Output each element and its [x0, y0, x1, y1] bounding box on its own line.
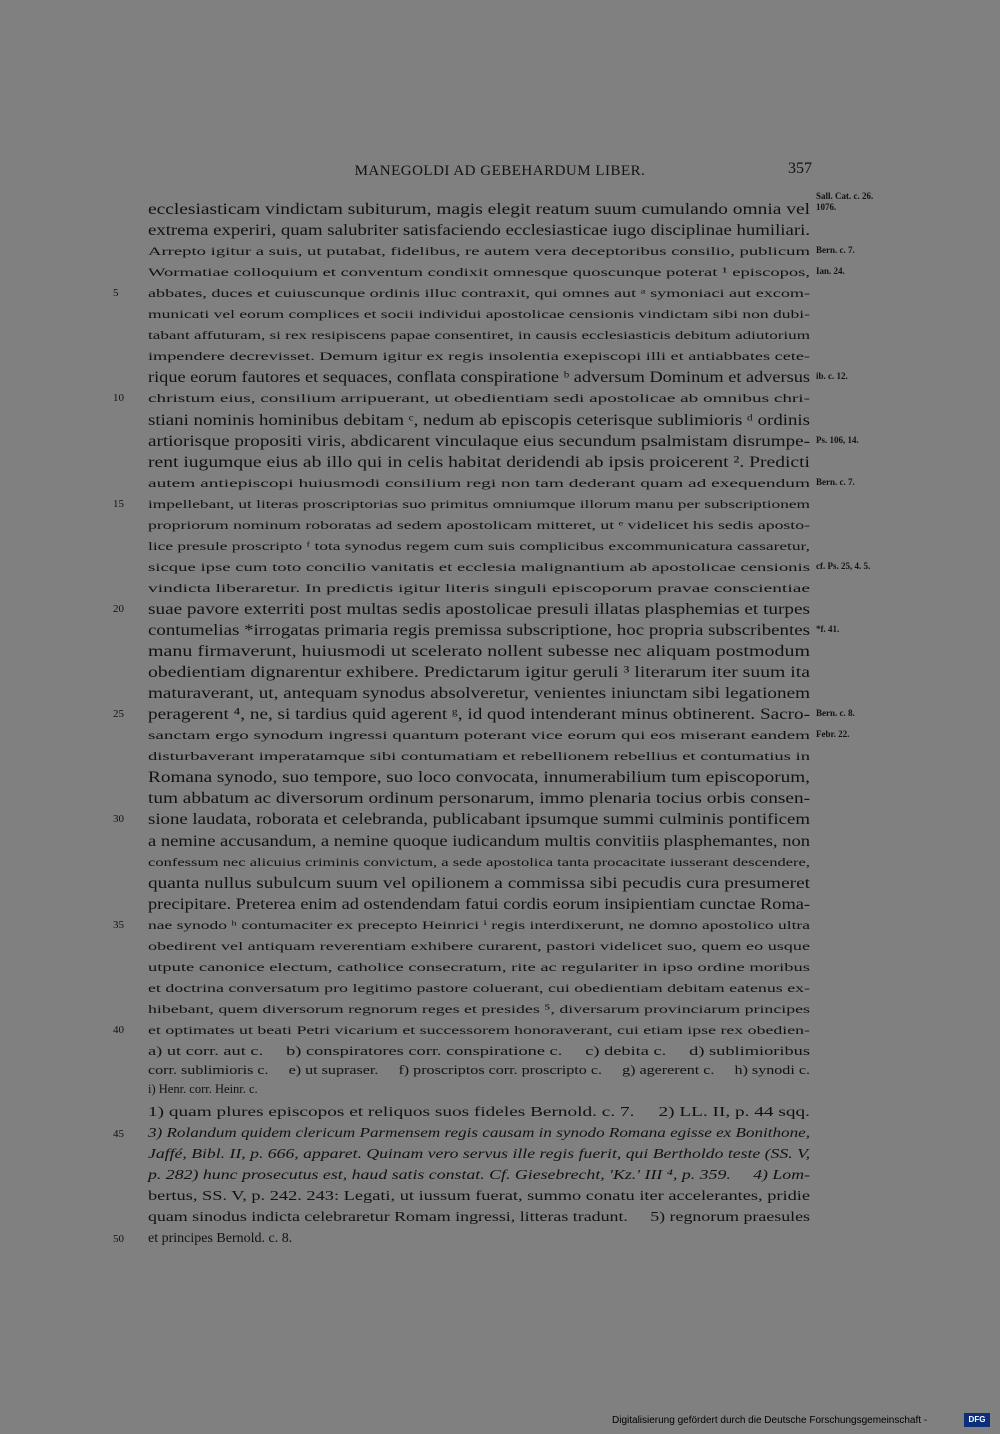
text-line	[148, 199, 810, 220]
margin-reference: ib. c. 12.	[816, 371, 848, 382]
text-line	[148, 767, 810, 788]
source-note-text: 3) Rolandum quidem clericum Parmensem regis causam in synodo Romana egisse ex Bonithone,	[148, 1126, 811, 1141]
source-note-line	[148, 1145, 810, 1165]
source-note-text: p. 282) hunc prosecutus est, haud satis constat. Cf. Giesebrecht, 'Kz.' III ⁴, p. 359. 4) Lom-	[148, 1168, 810, 1183]
text-line-content: vindicta liberaretur. In predictis igitur literis singuli episcoporum pravae conscientiae	[148, 580, 811, 595]
text-line-content: ecclesiasticam vindictam subiturum, magis elegit reatum suum cumulando omnia vel	[148, 201, 810, 218]
text-line	[148, 431, 810, 452]
text-line	[148, 704, 810, 725]
line-number: 30	[113, 813, 124, 826]
text-line-content: nae synodo ʰ contumaciter ex precepto Heinrici ⁱ regis interdixerunt, ne domno apostolico ultra	[148, 917, 810, 932]
source-note-line	[148, 1124, 810, 1144]
source-note-text: 1) quam plures episcopos et reliquos suos fideles Bernold. c. 7. 2) LL. II, p. 44 sqq.	[148, 1105, 810, 1120]
text-line	[148, 873, 810, 894]
line-number: 40	[113, 1023, 124, 1036]
source-note-line	[148, 1229, 810, 1249]
text-line-content: municati vel eorum complices et socii individui apostolicae censionis vindictam sibi non dubi-	[148, 307, 810, 322]
source-note-text: et principes Bernold. c. 8.	[148, 1231, 293, 1246]
margin-reference: Febr. 22.	[816, 729, 850, 740]
text-line	[148, 578, 810, 599]
margin-reference: cf. Ps. 25, 4. 5.	[816, 560, 871, 571]
text-line-content: quanta nullus subulcum suum vel opilionem a commissa sibi pecudis cura presumeret	[148, 874, 810, 892]
text-line	[148, 599, 810, 620]
margin-reference: *f. 41.	[816, 624, 840, 634]
text-line-content: sanctam ergo synodum ingressi quantum poterant vice eorum qui eos miserant eandem	[148, 728, 811, 743]
line-number: 5	[113, 287, 119, 300]
text-line-content: sicque ipse cum toto concilio vanitatis et ecclesia malignantium ab apostolicae censionis	[148, 559, 810, 574]
text-line	[148, 557, 810, 578]
text-line-content: manu firmaverunt, huiusmodi ut scelerato nollent subesse nec aliquam postmodum	[148, 643, 810, 661]
text-line	[148, 915, 810, 936]
text-line-content: obedientiam dignarentur exhibere. Predictarum igitur geruli ³ literarum iter suum ita	[148, 664, 811, 682]
text-line	[148, 346, 810, 367]
text-line	[148, 809, 810, 830]
text-line-content: lice presule proscripto ᶠ tota synodus regem cum suis complicibus excommunicatura cassaretur,	[148, 538, 810, 553]
text-line-content: a nemine accusandum, a nemine quoque iudicandum multis convitiis plasphemantes, non	[148, 832, 810, 850]
text-line-content: disturbaverant imperatamque sibi contumatiam et rebellionem rebellius et contumatius in	[148, 749, 810, 764]
text-line-content: stiani nominis hominibus debitam ᶜ, nedum ab episcopis ceterisque sublimioris ᵈ ordinis	[148, 411, 810, 429]
text-line	[148, 852, 810, 873]
text-line	[148, 304, 810, 325]
text-line	[148, 894, 810, 915]
margin-reference: Ian. 24.	[816, 266, 845, 277]
text-line	[148, 367, 810, 388]
text-line	[148, 452, 810, 473]
source-note-text: quam sinodus indicta celebraretur Romam ingressi, litteras tradunt. 5) regnorum praesules	[148, 1210, 810, 1225]
text-line-content: et doctrina conversatum pro legitimo pastore coluerant, cui obedientiam debitam eatenus ex-	[148, 980, 811, 995]
line-number: 25	[113, 708, 124, 721]
text-line-content: maturaverant, ut, antequam synodus absolveretur, venientes iniunctam sibi legationem	[148, 685, 811, 703]
text-line-content: Arrepto igitur a suis, ut putabat, fidelibus, re autem vera deceptoribus consilio, publicum	[148, 244, 810, 259]
line-number: 15	[113, 497, 124, 510]
text-line-content: hibebant, quem diversorum regnorum reges et presides ⁵, diversarum provinciarum principes	[148, 1001, 810, 1016]
text-line-content: utpute canonice electum, catholice consecratum, rite ac regulariter in ipso ordine moribus	[148, 959, 810, 974]
text-line-content: sione laudata, roborata et celebranda, publicabant ipsumque summi culminis pontificem	[148, 811, 810, 829]
text-line-content: impendere decrevisset. Demum igitur ex regis insolentia exepiscopi illi et antiabbates cete-	[148, 349, 810, 364]
text-line	[148, 388, 810, 409]
text-line	[148, 641, 810, 662]
margin-reference: Bern. c. 7.	[816, 245, 855, 256]
text-line	[148, 936, 810, 957]
text-line-content: contumelias *irrogatas primaria regis premissa subscriptione, hoc propria subscribentes	[148, 622, 810, 639]
text-line	[148, 515, 810, 536]
margin-reference: Bern. c. 8.	[816, 708, 855, 719]
text-line	[148, 683, 810, 704]
text-line	[148, 473, 810, 494]
text-line-content: artiorisque propositi viris, abdicarent vinculaque eius secundum psalmistam disrumpe-	[148, 432, 810, 450]
text-line	[148, 536, 810, 557]
critical-note-line	[148, 1041, 810, 1061]
text-line-content: precipitare. Preterea enim ad ostendendam fatui cordis eorum insipientiam cunctae Roma-	[148, 895, 811, 913]
text-line-content: suae pavore exterriti post multas sedis apostolicae presuli illatas plasphemias et turpes	[148, 600, 811, 618]
text-line	[148, 220, 810, 241]
line-number: 35	[113, 918, 124, 931]
critical-note-text: a) ut corr. aut c. b) conspiratores corr. conspiratione c. c) debita c. d) sublimioribus	[148, 1044, 810, 1058]
text-line-content: abbates, duces et cuiuscunque ordinis illuc contraxit, qui omnes aut ᵃ symoniaci aut excom-	[148, 286, 810, 301]
text-line-content: peragerent ⁴, ne, si tardius quid agerent ᵍ, id quod intenderant minus obtinerent. Sacro-	[148, 706, 810, 724]
text-line-content: confessum nec alicuius criminis convictum, a sede apostolica tanta procacitate iusserant descendere,	[148, 854, 810, 869]
text-line-content: Wormatiae colloquium et conventum condixit omnesque quoscunque poterat ¹ episcopos,	[148, 265, 810, 280]
critical-note-text: corr. sublimioris c. e) ut supraser. f) proscriptos corr. proscripto c. g) agererent c. h) synodi c.	[148, 1063, 810, 1077]
text-line-content: christum eius, consilium arripuerant, ut obedientiam sedi apostolicae ab omnibus chri-	[148, 391, 811, 406]
text-line	[148, 1020, 810, 1041]
text-line	[148, 410, 810, 431]
margin-reference: Bern. c. 7.	[816, 476, 855, 487]
text-line	[148, 725, 810, 746]
text-line	[148, 494, 810, 515]
text-line	[148, 262, 810, 283]
text-line-content: impellebant, ut literas proscriptorias suo primitus omniumque illorum manu per subscriptionem	[148, 496, 811, 511]
text-line-content: rique eorum fautores et sequaces, conflata conspiratione ᵇ adversum Dominum et adversus	[148, 369, 811, 387]
text-line-content: extrema experiri, quam salubriter satisfaciendo ecclesiasticae iugo disciplinae humiliari.	[148, 222, 811, 240]
text-line-content: tabant affuturam, si rex resipiscens papae consentiret, in causis ecclesiasticis debitum adiutorium	[148, 328, 811, 343]
source-note-line	[148, 1187, 810, 1207]
text-line-content: autem antiepiscopi huiusmodi consilium regi non tam dederant quam ad exequendum	[148, 475, 811, 490]
dfg-logo: DFG	[964, 1413, 990, 1427]
text-line-content: tum abbatum ac diversorum ordinum personarum, immo plenaria tocius orbis consen-	[148, 790, 811, 808]
source-note-line	[148, 1166, 810, 1186]
source-note-text: bertus, SS. V, p. 242. 243: Legati, ut iussum fuerat, summo conatu iter accelerantes, pridie	[148, 1189, 811, 1204]
text-line-content: et optimates ut beati Petri vicarium et successorem honoraverant, cui etiam ipse rex obedien-	[148, 1022, 811, 1037]
running-title: MANEGOLDI AD GEBEHARDUM LIBER.	[354, 163, 646, 179]
line-number: 20	[113, 602, 124, 615]
critical-note-line	[148, 1079, 810, 1099]
margin-reference: Sall. Cat. c. 26. 1076.	[816, 191, 874, 212]
critical-note-line	[148, 1060, 810, 1080]
line-number: 45	[113, 1128, 124, 1140]
page-number: 357	[788, 160, 812, 177]
text-line	[148, 746, 810, 767]
text-line-content: Romana synodo, suo tempore, suo loco convocata, innumerabilium tum episcoporum,	[148, 769, 810, 787]
text-line	[148, 620, 810, 641]
text-line-content: rent iugumque eius ab illo qui in celis habitat deridendi ab ipsis proicerent ². Predicti	[148, 453, 810, 471]
text-line	[148, 241, 810, 262]
digitization-credit: Digitalisierung gefördert durch die Deutsche Forschungsgemeinschaft -	[612, 1415, 928, 1426]
text-line	[148, 662, 810, 683]
source-note-line	[148, 1208, 810, 1228]
text-line	[148, 978, 810, 999]
text-line	[148, 788, 810, 809]
line-number: 50	[113, 1233, 124, 1245]
source-note-line	[148, 1103, 810, 1123]
text-line	[148, 831, 810, 852]
text-line-content: propriorum nominum roboratas ad sedem apostolicam mitteret, ut ᵉ videlicet his sedis aposto-	[148, 517, 810, 532]
text-line	[148, 999, 810, 1020]
text-line	[148, 957, 810, 978]
source-note-text: Jaffé, Bibl. II, p. 666, apparet. Quinam vero servus ille regis fuerit, qui Bertholdo teste (SS. V,	[148, 1147, 811, 1162]
margin-reference: Ps. 106, 14.	[816, 434, 859, 445]
critical-note-text: i) Henr. corr. Heinr. c.	[148, 1082, 258, 1096]
text-line-content: obedirent vel antiquam reverentiam exhibere curarent, pastori videlicet suo, quem eo usque	[148, 938, 810, 953]
text-line	[148, 283, 810, 304]
line-number: 10	[113, 392, 124, 405]
text-line	[148, 325, 810, 346]
